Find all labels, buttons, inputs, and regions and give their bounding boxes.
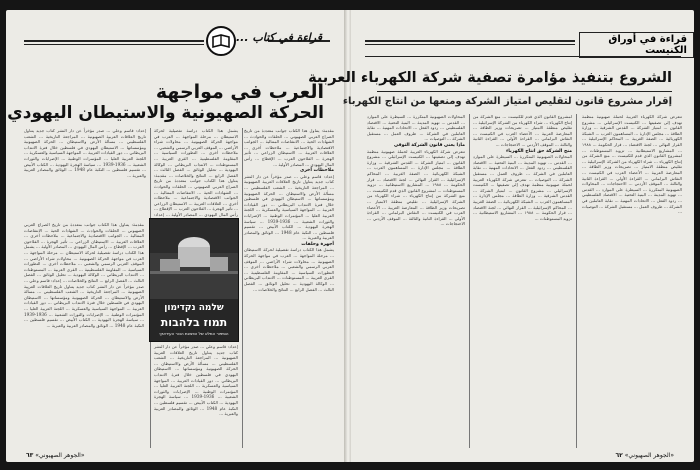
left-top-rule-thin: [24, 44, 204, 45]
left-col-left-text: مقدمة: يتناول هذا الكتاب جوانب متعددة من تاريخ الصراع العربي الصهيوني ... الحلقات والحوادث ... الشهادات الحية ... الانتفاضات المتتالية ... الجوانب الاقتصادية والاجتماعية ... ملاحظات أخرى ... العلاقات العربية ... الاستيطان الزراعي ... تأثير الهجرة ... الفلاحون العرب ... الإقطاع ... رأس المال اليهودي ... المصادر الأولية ...: [24, 222, 144, 250]
right-col-sep-2: [469, 114, 470, 448]
left-page: [6, 10, 346, 462]
right-headline-underline: [377, 91, 672, 92]
left-top-rule: [24, 40, 204, 42]
left-section-title: قراءة في كتاب ...: [236, 31, 323, 44]
book-cover-image: [149, 218, 239, 342]
right-col-middle: [473, 114, 572, 448]
right-section-title: قراءة في أوراق الكنيست: [579, 32, 694, 58]
book-cover-photo: [150, 219, 238, 299]
left-col-sep-1: [242, 128, 243, 448]
book-cover-subtitle: הסיפור המלא של הפצצת הכור העיראקי: [159, 331, 229, 336]
left-col-middle-bottom-text: إعداد: قاسم وعلي ... صدر مؤخراً عن دار النشر كتاب جديد يتناول تاريخ العلاقات العربية الصهيونية ... المراجعة التاريخية ... الشعب الفلسطيني ... مسألة الأرض والاستيطان ... الحركة الصهيونية ومؤسساتها ... الاستيطان اليهودي في فلسطين خلال فترة الانتداب البريطاني ... دور القيادات العربية ... المواجهة السياسية والعسكرية ... اللجنة العربية العليا ... المؤتمرات الوطنية ... الإضرابات والثورات الشعبية ... 1936-1939 ... سياسة الهجرة اليهودية ... الكتاب الأبيض ... تقسيم فلسطين ... النكبة عام 1948 ... الوثائق والمصادر العربية والعبرية ...: [154, 344, 238, 417]
left-col-left-top-text: إعداد: قاسم وعلي ... صدر مؤخراً عن دار النشر كتاب جديد يتناول تاريخ العلاقات العربية الصهيونية ... المراجعة التاريخية ... الشعب الفلسطيني ... مسألة الأرض والاستيطان ... الحركة الصهيونية ومؤسساتها ... الاستيطان اليهودي في فلسطين خلال فترة الانتداب البريطاني ... دور القيادات العربية ... المواجهة السياسية والعسكرية ... اللجنة العربية العليا ... المؤتمرات الوطنية ... الإضرابات والثورات الشعبية ... 1936-1939 ... سياسة الهجرة اليهودية ... الكتاب الأبيض ... تقسيم فلسطين ... النكبة عام 1948 ... الوثائق والمصادر العربية والعبرية ...: [24, 128, 146, 178]
book-cover-title: תמוז בלהבות: [160, 316, 228, 329]
left-col-left: [24, 222, 144, 446]
right-subheadline: إقرار مشروع قانون لتقليص امتياز الشركة ومنعها من انتاج الكهرباء: [342, 96, 672, 107]
right-col-sep-1: [576, 114, 577, 448]
right-top-rule: [365, 40, 575, 42]
right-col-left-text-2: تتعرض شركة الكهرباء العربية لحملة صهيونية منظمة تهدف إلى تصفيتها ... الكنيست الإسرائيلي ... مشروع القانون ... امتياز الشركة ... القدس الشرقية ... وزارة الطاقة ... مجلس الإدارة ... المساهمون العرب ... الشبكة الكهربائية ... الضفة الغربية ... المحاكم الإسرائيلية ... القرار النهائي ... لجنة الاقتصاد ... قرار الحكومة ... ١٩٨٨ ... المشاريع الاستيطانية ... تزويد المستوطنات ...: [367, 148, 466, 193]
right-subhead-b: ماذا يعني قانون الشركة التوفي: [394, 142, 465, 148]
left-subhead-b: أجهزة وحلقات: [301, 241, 334, 247]
right-col-right-text-3: المحاولات الصهيونية المتكررة ... السيطرة على الموارد ... القدس ... تهويد المدينة ... البنية التحتية ... الاقتصاد الفلسطيني ... ردود الفعل ... الاتحادات المهنية ... نقابة العاملين في الشركة ... ظروف العمل ... مستقبل الشركة ... التوصيات ...: [582, 181, 682, 215]
right-footer-page-number: ٦٢: [615, 452, 623, 459]
left-col-left-top: [24, 128, 146, 216]
right-col-right-text-2: لمشروع القانون الذي قدم للكنيست ... منع الشركة من إنتاج الكهرباء ... شراء الكهرباء من الشركة الإسرائيلية ... تقليص منطقة الامتياز ... تصريحات وزير الطاقة ... المعارضة العربية ... الأعضاء العرب في الكنيست ... النقاش البرلماني ... القراءة الأولى ... القراءة الثانية والثالثة ... الموقف الأردني ... الاحتجاجات ...: [582, 153, 682, 187]
left-col-middle-bottom: [154, 344, 238, 448]
left-col-middle-text: يشمل هذا الكتاب دراسة تفصيلية لحركة الاستيطان ... مرحلة المواجهة ... العرب في مواجهة الحركة الصهيونية ... محاولات شراء الأراضي ... الموقف العربي الرسمي والشعبي ... ملاحظات أخرى ... التطورات السياسية ... المقاومة الفلسطينية ... القرى العربية ... المستوطنات ... الانتداب البريطاني ... الوكالة اليهودية ... تحليل الوثائق ... الفصل الثالث ... الفصل الرابع ... النتائج والخلاصات ...: [154, 128, 238, 178]
right-rule-below-section: [365, 56, 681, 57]
left-col-middle-text-2: مقدمة: يتناول هذا الكتاب جوانب متعددة من تاريخ الصراع العربي الصهيوني ... الحلقات والحوادث ... الشهادات الحية ... الانتفاضات المتتالية ... الجوانب الاقتصادية والاجتماعية ... ملاحظات أخرى ... العلاقات العربية ... الاستيطان الزراعي ... تأثير الهجرة ... الفلاحون العرب ... الإقطاع ... رأس المال اليهودي ... المصادر الأولية ...: [154, 172, 238, 217]
right-col-right-text: تتعرض شركة الكهرباء العربية لحملة صهيونية منظمة تهدف إلى تصفيتها ... الكنيست الإسرائيلي ... مشروع القانون ... امتياز الشركة ... القدس الشرقية ... وزارة الطاقة ... مجلس الإدارة ... المساهمون العرب ... الشبكة الكهربائية ... الضفة الغربية ... المحاكم الإسرائيلية ... القرار النهائي ... لجنة الاقتصاد ... قرار الحكومة ... ١٩٨٨ ... المشاريع الاستيطانية ... تزويد المستوطنات ...: [582, 114, 682, 153]
right-subhead-a: منح الشركة حق انتاج الكهرباء: [505, 148, 572, 154]
left-col-right-text: مقدمة: يتناول هذا الكتاب جوانب متعددة من تاريخ الصراع العربي الصهيوني ... الحلقات والحوادث ... الشهادات الحية ... الانتفاضات المتتالية ... الجوانب الاقتصادية والاجتماعية ... ملاحظات أخرى ... العلاقات العربية ... الاستيطان الزراعي ... تأثير الهجرة ... الفلاحون العرب ... الإقطاع ... رأس المال اليهودي ... المصادر الأولية ...: [244, 128, 334, 167]
right-col-middle-text-3: تتعرض شركة الكهرباء العربية لحملة صهيونية منظمة تهدف إلى تصفيتها ... الكنيست الإسرائيلي ... مشروع القانون ... امتياز الشركة ... القدس الشرقية ... وزارة الطاقة ... مجلس الإدارة ... المساهمون العرب ... الشبكة الكهربائية ... الضفة الغربية ... المحاكم الإسرائيلية ... القرار النهائي ... لجنة الاقتصاد ... قرار الحكومة ... ١٩٨٨ ... المشاريع الاستيطانية ... تزويد المستوطنات ...: [473, 176, 572, 221]
left-col-right: [244, 128, 334, 448]
book-cover-author: שלמה נקדימון: [164, 303, 224, 313]
right-footer-magazine: «الجوهر الصهيوني»: [624, 452, 674, 459]
left-headline-line1: العرب في مواجهة: [155, 81, 324, 103]
left-footer-magazine: «الجوهر الصهيوني»: [35, 452, 85, 459]
right-headline: الشروع بتنفيذ مؤامرة تصفية شركة الكهرباء العربية: [308, 70, 672, 86]
left-headline-line2: الحركة الصهيونية والاستيطان اليهودي: [7, 103, 324, 123]
book-icon: [206, 26, 236, 56]
right-col-middle-text-2: المحاولات الصهيونية المتكررة ... السيطرة على الموارد ... القدس ... تهويد المدينة ... البنية التحتية ... الاقتصاد الفلسطيني ... ردود الفعل ... الاتحادات المهنية ... نقابة العاملين في الشركة ... ظروف العمل ... مستقبل الشركة ... التوصيات ...: [473, 154, 572, 182]
left-col-middle-text-3: إعداد:: [154, 211, 165, 217]
right-footer: [616, 452, 675, 459]
right-col-middle-text: لمشروع القانون الذي قدم للكنيست ... منع الشركة من إنتاج الكهرباء ... شراء الكهرباء من الشركة الإسرائيلية ... تقليص منطقة الامتياز ... تصريحات وزير الطاقة ... المعارضة العربية ... الأعضاء العرب في الكنيست ... النقاش البرلماني ... القراءة الأولى ... القراءة الثانية والثالثة ... الموقف الأردني ... الاحتجاجات ...: [473, 114, 572, 147]
left-col-left-text-3: إعداد: قاسم وعلي ... صدر مؤخراً عن دار النشر كتاب جديد يتناول تاريخ العلاقات العربية الصهيونية ... المراجعة التاريخية ... الشعب الفلسطيني ... مسألة الأرض والاستيطان ... الحركة الصهيونية ومؤسساتها ... الاستيطان اليهودي في فلسطين خلال فترة الانتداب البريطاني ... دور القيادات العربية ... المواجهة السياسية والعسكرية ... اللجنة العربية العليا ... المؤتمرات الوطنية ... الإضرابات والثورات الشعبية ... 1936-1939 ... سياسة الهجرة اليهودية ... الكتاب الأبيض ... تقسيم فلسطين ... النكبة عام 1948 ... الوثائق والمصادر العربية والعبرية ...: [24, 277, 144, 328]
right-col-left: [367, 114, 465, 448]
right-top-rule-thin: [365, 44, 575, 45]
left-col-right-text-2: إعداد: قاسم وعلي ... صدر مؤخراً عن دار النشر كتاب جديد يتناول تاريخ العلاقات العربية الصهيونية ... المراجعة التاريخية ... الشعب الفلسطيني ... مسألة الأرض والاستيطان ... الحركة الصهيونية ومؤسساتها ... الاستيطان اليهودي في فلسطين خلال فترة الانتداب البريطاني ... دور القيادات العربية ... المواجهة السياسية والعسكرية ... اللجنة العربية العليا ... المؤتمرات الوطنية ... الإضرابات والثورات الشعبية ... 1936-1939 ... سياسة الهجرة اليهودية ... الكتاب الأبيض ... تقسيم فلسطين ... النكبة عام 1948 ... الوثائق والمصادر العربية والعبرية ...: [244, 173, 334, 241]
left-col-right-text-3: يشمل هذا الكتاب دراسة تفصيلية لحركة الاستيطان ... مرحلة المواجهة ... العرب في مواجهة الحركة الصهيونية ... محاولات شراء الأراضي ... الموقف العربي الرسمي والشعبي ... ملاحظات أخرى ... التطورات السياسية ... المقاومة الفلسطينية ... القرى العربية ... المستوطنات ... الانتداب البريطاني ... الوكالة اليهودية ... تحليل الوثائق ... الفصل الثالث ... الفصل الرابع ... النتائج والخلاصات ...: [244, 247, 334, 292]
right-col-right: [582, 114, 682, 448]
left-footer: [26, 452, 85, 459]
left-subhead-a: ملاحظات أخرى: [299, 168, 334, 174]
right-col-left-text: المحاولات الصهيونية المتكررة ... السيطرة على الموارد ... القدس ... تهويد المدينة ... البنية التحتية ... الاقتصاد الفلسطيني ... ردود الفعل ... الاتحادات المهنية ... نقابة العاملين في الشركة ... ظروف العمل ... مستقبل الشركة ... التوصيات ...: [367, 114, 465, 142]
left-col-left-text-2: يشمل هذا الكتاب دراسة تفصيلية لحركة الاستيطان ... مرحلة المواجهة ... العرب في مواجهة الحركة الصهيونية ... محاولات شراء الأراضي ... الموقف العربي الرسمي والشعبي ... ملاحظات أخرى ... التطورات السياسية ... المقاومة الفلسطينية ... القرى العربية ... المستوطنات ... الانتداب البريطاني ... الوكالة اليهودية ... تحليل الوثائق ... الفصل الثالث ... الفصل الرابع ... النتائج والخلاصات ...: [24, 244, 144, 283]
right-col-left-text-3: لمشروع القانون الذي قدم للكنيست ... منع الشركة من إنتاج الكهرباء ... شراء الكهرباء من الشركة الإسرائيلية ... تقليص منطقة الامتياز ... تصريحات وزير الطاقة ... المعارضة العربية ... الأعضاء العرب في الكنيست ... النقاش البرلماني ... القراءة الأولى ... القراءة الثانية والثالثة ... الموقف الأردني ... الاحتجاجات ...: [367, 187, 465, 227]
left-footer-page-number: ٦٣: [26, 452, 34, 459]
